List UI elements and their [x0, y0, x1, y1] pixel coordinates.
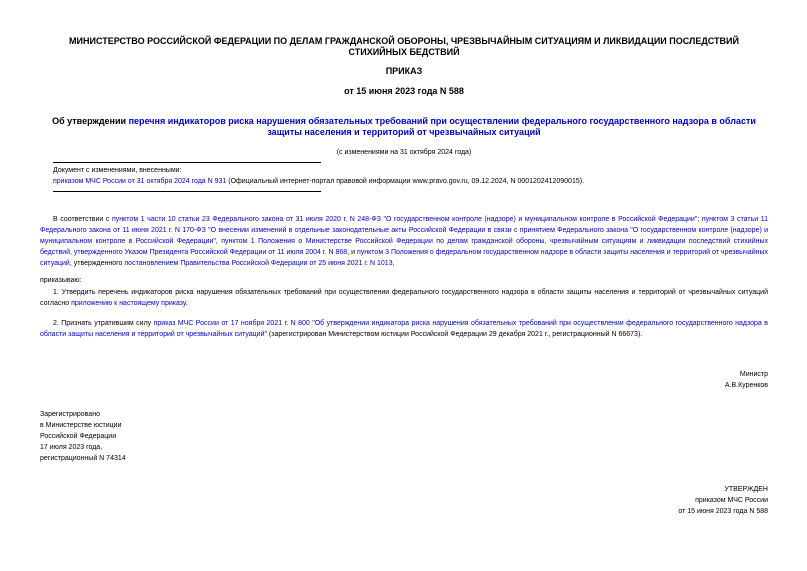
preamble-text: , и — [347, 249, 357, 256]
signature-position: Министр — [739, 371, 768, 378]
approved-line: УТВЕРЖДЕН — [724, 486, 768, 493]
changes-bottom-rule — [53, 191, 321, 192]
ministry-heading: МИНИСТЕРСТВО РОССИЙСКОЙ ФЕДЕРАЦИИ ПО ДЕЛАМ ГРАЖДАНСКОЙ ОБОРОНЫ, ЧРЕЗВЫЧАЙНЫМ СИТУАЦИЯМ И ЛИКВИДАЦИИ ПОСЛЕДСТВИЙ СТИХИЙНЫХ БЕДСТВИЙ — [69, 36, 739, 57]
changes-block — [53, 165, 768, 187]
registration-line: регистрационный N 74314 — [40, 455, 126, 462]
subject-prefix: Об утверждении — [52, 116, 129, 126]
approved-line: от 15 июня 2023 года N 588 — [678, 508, 768, 515]
preamble-text: В соответствии с — [53, 216, 112, 223]
government-decree-link[interactable]: постановлением Правительства Российской Федерации от 25 июня 2021 г. N 1013 — [124, 260, 393, 267]
law-170-link[interactable]: пунктом 3 статьи 11 Федерального закона от 11 июня 2021 г. N 170-ФЗ "О внесении изменений в отдельные законодательные акты Российской Федерации в связи с принятием Федерального закона "О государственном контроле (надзоре) и муниципальном контроле в Российской Федерации" — [40, 216, 769, 245]
approved-line: приказом МЧС России — [695, 497, 768, 504]
changes-link[interactable]: приказом МЧС России от 31 октября 2024 года N 931 — [53, 178, 227, 185]
law-248-link[interactable]: пунктом 1 части 10 статьи 23 Федерального закона от 31 июля 2020 г. N 248-ФЗ "О государственном контроле (надзоре) и муниципальном контроле в Российской Федерации" — [112, 216, 698, 223]
signature-block — [725, 369, 768, 391]
ministry-regulation-link[interactable]: пунктом 1 Положения о Министерстве Российской Федерации по делам гражданской обороны, чрезвычайным ситуациям и ликвидации последствий стихийных бедствий, утвержденного Указом Президента Российской Федерации от 11 июля 2004 г. N 868 — [40, 238, 769, 256]
changes-label: Документ с изменениями, внесенными: — [53, 167, 182, 174]
preamble-text: , — [392, 260, 395, 267]
registration-line: Российской Федерации — [40, 433, 117, 440]
item-2 — [40, 318, 768, 340]
order-word: приказываю: — [40, 277, 82, 284]
signature-name: А.В.Куренков — [724, 382, 768, 389]
preamble-text: , — [215, 238, 222, 245]
item-1-text: 1. Утвердить перечень индикаторов риска нарушения обязательных требований при осуществлении федерального государственного надзора в области защиты населения и территорий от чрезвычайных ситуаций согласно — [40, 289, 768, 307]
item-1 — [40, 287, 768, 309]
approved-block — [678, 484, 768, 517]
registration-line: 17 июля 2023 года, — [40, 444, 103, 451]
registration-block — [40, 409, 126, 464]
supervision-regulation-link[interactable]: пунктом 3 Положения о федеральном государственном надзоре в области защиты населения и территорий от чрезвычайных ситуаций — [40, 249, 769, 267]
revision-note: (с изменениями на 31 октября 2024 года) — [336, 149, 472, 156]
item-2-text: 2. Признать утратившим силу — [53, 320, 154, 327]
order-date: от 15 июня 2023 года N 588 — [344, 86, 464, 96]
subject-link[interactable]: перечня индикаторов риска нарушения обязательных требований при осуществлении федерального государственного надзора в области защиты населения и территорий от чрезвычайных ситуаций — [128, 116, 756, 137]
changes-top-rule — [53, 162, 321, 163]
order-type: ПРИКАЗ — [385, 66, 423, 76]
item-1-text: . — [185, 300, 188, 307]
order-800-link[interactable]: приказ МЧС России от 17 ноября 2021 г. N 800 "Об утверждении индикатора риска нарушения обязательных требований при осуществлении федерального государственного надзора в области защиты населения и территорий от чрезвычайных ситуаций" — [40, 320, 768, 338]
changes-rest: (Официальный интернет-портал правовой информации www.pravo.gov.ru, 09.12.2024, N 0001202412090015). — [226, 178, 585, 185]
appendix-link[interactable]: приложению к настоящему приказу — [71, 300, 186, 307]
preamble-paragraph — [40, 214, 768, 269]
order-subject — [40, 116, 768, 138]
registration-line: Зарегистрировано — [40, 411, 100, 418]
preamble-text: ; — [697, 216, 702, 223]
item-2-text: (зарегистрирован Министерством юстиции Российской Федерации 29 декабря 2021 г., регистрационный N 66673). — [266, 331, 643, 338]
registration-line: в Министерстве юстиции — [40, 422, 122, 429]
preamble-text: , утвержденного — [69, 260, 125, 267]
